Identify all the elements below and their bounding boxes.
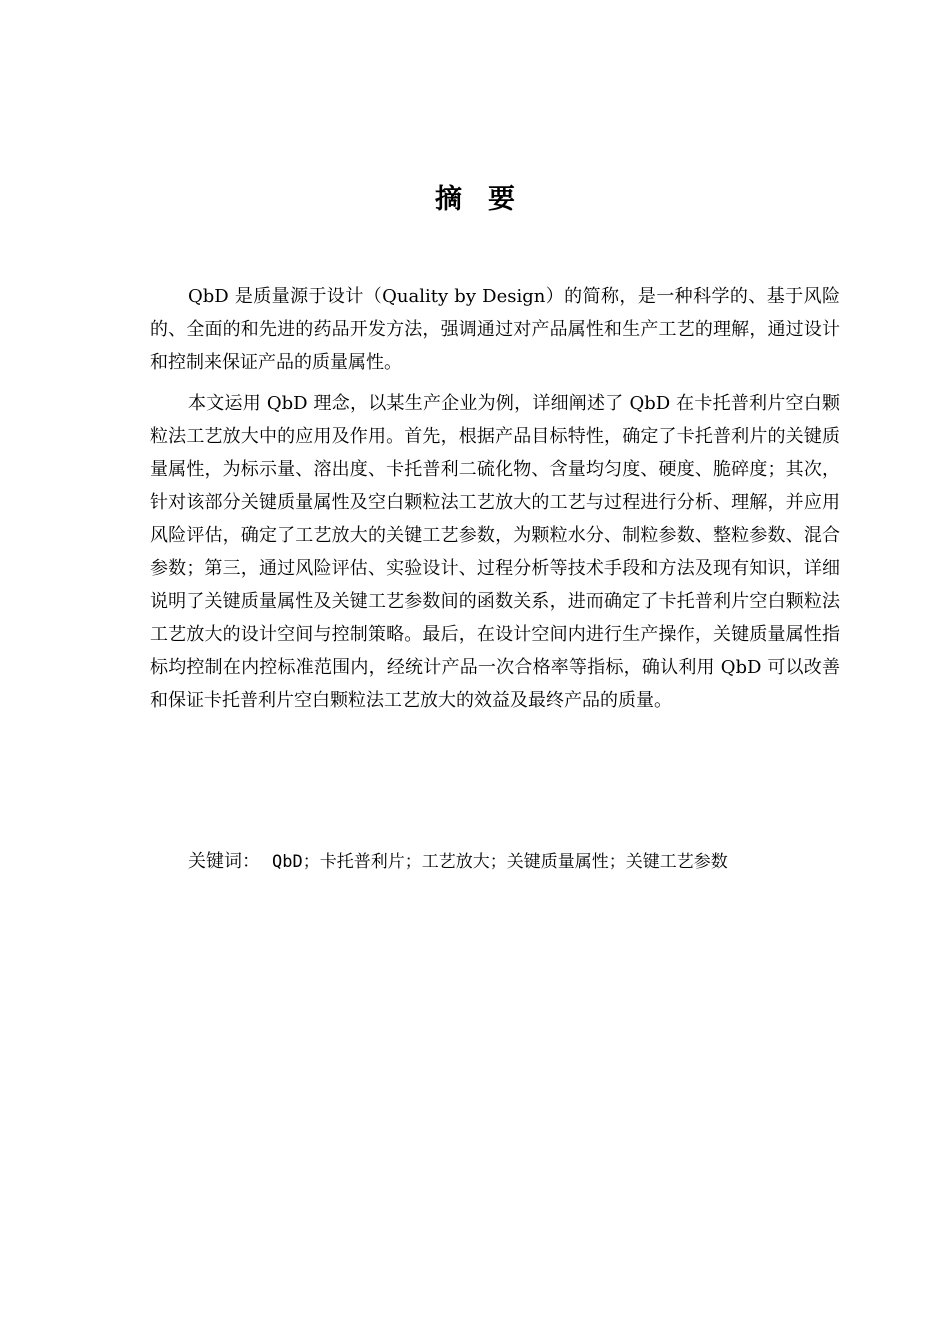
keywords-label: 关键词： [188,851,260,872]
abstract-paragraph-2: 本文运用 QbD 理念，以某生产企业为例，详细阐述了 QbD 在卡托普利片空白颗粒法工艺放大中的应用及作用。首先，根据产品目标特性，确定了卡托普利片的关键质量属性，为标示量、溶出度、卡托普利二硫化物、含量均匀度、硬度、脆碎度；其次，针对该部分关键质量属性及空白颗粒法工艺放大的工艺与过程进行分析、理解，并应用风险评估，确定了工艺放大的关键工艺参数，为颗粒水分、制粒参数、整粒参数、混合参数；第三，通过风险评估、实验设计、过程分析等技术手段和方法及现有知识，详细说明了关键质量属性及关键工艺参数间的函数关系，进而确定了卡托普利片空白颗粒法工艺放大的设计空间与控制策略。最后，在设计空间内进行生产操作，关键质量属性指标均控制在内控标准范围内，经统计产品一次合格率等指标，确认利用 QbD 可以改善和保证卡托普利片空白颗粒法工艺放大的效益及最终产品的质量。 [150,393,840,711]
keywords-value: QbD；卡托普利片；工艺放大；关键质量属性；关键工艺参数 [272,852,728,872]
abstract-title: 摘要 [435,184,541,215]
abstract-body [150,280,840,725]
keywords-line [188,845,848,879]
abstract-paragraph-1: QbD 是质量源于设计（Quality by Design）的简称，是一种科学的、基于风险的、全面的和先进的药品开发方法，强调通过对产品属性和生产工艺的理解，通过设计和控制来保证产品的质量属性。 [150,286,840,373]
